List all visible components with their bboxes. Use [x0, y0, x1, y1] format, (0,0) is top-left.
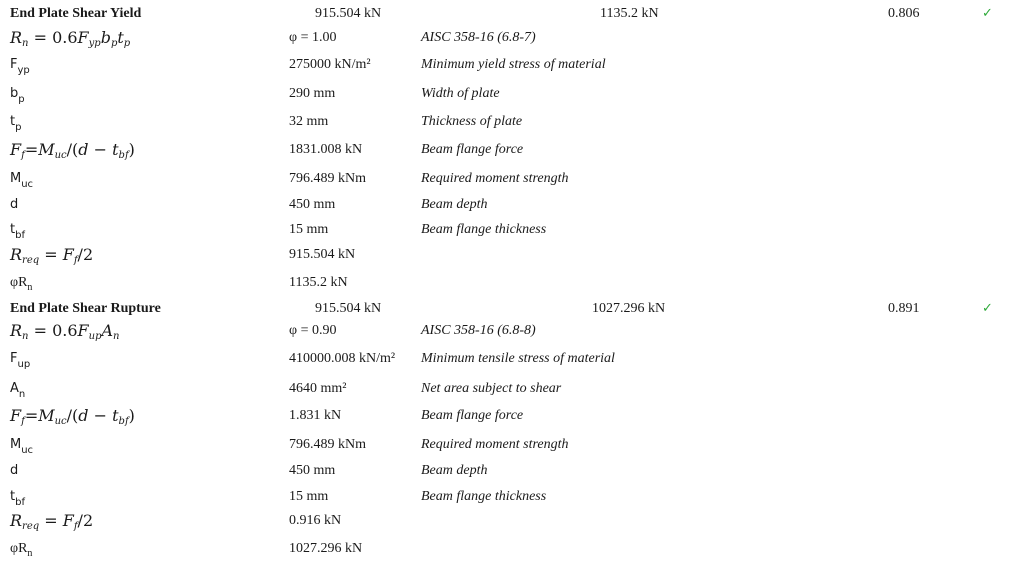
check-icon: ✓	[982, 6, 993, 21]
rn-formula: $R_n = 0.6F_{yp}b_pt_p$	[10, 28, 131, 49]
d-symbol: d	[10, 197, 19, 212]
muc-value: 796.489 kNm	[289, 437, 366, 452]
ff-value: 1.831 kN	[289, 408, 342, 423]
ff-formula: $F_f=M_{uc}/(d - t_{bf})$	[10, 406, 135, 427]
check-icon: ✓	[982, 301, 993, 316]
demand-value: 915.504 kN	[315, 301, 382, 316]
rreq-value: 0.916 kN	[289, 513, 342, 528]
tbf-value: 15 mm	[289, 222, 329, 237]
muc-description: Required moment strength	[421, 437, 569, 452]
capacity-value: 1027.296 kN	[592, 301, 666, 316]
bp-symbol: $b_p$	[10, 86, 25, 105]
fyp-description: Minimum yield stress of material	[421, 57, 606, 72]
phi-value: φ = 1.00	[289, 30, 337, 45]
an-value: 4640 mm²	[289, 381, 347, 396]
ff-formula: $F_f=M_{uc}/(d - t_{bf})$	[10, 140, 135, 161]
tp-value: 32 mm	[289, 114, 329, 129]
ff-value: 1831.008 kN	[289, 142, 363, 157]
ratio-value: 0.891	[888, 301, 920, 316]
demand-value: 915.504 kN	[315, 6, 382, 21]
fup-description: Minimum tensile stress of material	[421, 351, 615, 366]
phirn-value: 1135.2 kN	[289, 275, 348, 290]
rreq-formula: $R_{req} = F_f/2$	[10, 511, 94, 532]
d-value: 450 mm	[289, 197, 336, 212]
muc-description: Required moment strength	[421, 171, 569, 186]
d-description: Beam depth	[421, 197, 488, 212]
tp-symbol: $t_p$	[10, 114, 22, 133]
d-description: Beam depth	[421, 463, 488, 478]
capacity-value: 1135.2 kN	[600, 6, 659, 21]
tbf-description: Beam flange thickness	[421, 222, 547, 237]
reference: AISC 358-16 (6.8-8)	[421, 323, 536, 338]
rreq-formula: $R_{req} = F_f/2$	[10, 245, 94, 266]
rn-formula: $R_n = 0.6F_{up}A_n$	[10, 321, 120, 342]
muc-value: 796.489 kNm	[289, 171, 366, 186]
tbf-value: 15 mm	[289, 489, 329, 504]
phirn-value: 1027.296 kN	[289, 541, 363, 556]
fyp-value: 275000 kN/m²	[289, 57, 371, 72]
tbf-symbol: $t_{bf}$	[10, 489, 25, 508]
tbf-description: Beam flange thickness	[421, 489, 547, 504]
tp-description: Thickness of plate	[421, 114, 523, 129]
phirn-symbol: $\varphi R_n$	[10, 541, 33, 559]
fup-symbol: $F_{up}$	[10, 351, 31, 370]
phi-value: φ = 0.90	[289, 323, 337, 338]
muc-symbol: $M_{uc}$	[10, 437, 34, 456]
section-title: End Plate Shear Rupture	[10, 301, 161, 316]
ratio-value: 0.806	[888, 6, 920, 21]
tbf-symbol: $t_{bf}$	[10, 222, 25, 241]
phirn-symbol: $\varphi R_n$	[10, 275, 33, 293]
ff-description: Beam flange force	[421, 408, 524, 423]
fyp-symbol: $F_{yp}$	[10, 57, 30, 76]
fup-value: 410000.008 kN/m²	[289, 351, 396, 366]
rreq-value: 915.504 kN	[289, 247, 356, 262]
muc-symbol: $M_{uc}$	[10, 171, 34, 190]
section-title: End Plate Shear Yield	[10, 6, 142, 21]
an-symbol: $A_n$	[10, 381, 26, 400]
an-description: Net area subject to shear	[421, 381, 562, 396]
bp-description: Width of plate	[421, 86, 500, 101]
ff-description: Beam flange force	[421, 142, 524, 157]
d-value: 450 mm	[289, 463, 336, 478]
bp-value: 290 mm	[289, 86, 336, 101]
reference: AISC 358-16 (6.8-7)	[421, 30, 536, 45]
d-symbol: d	[10, 463, 19, 478]
